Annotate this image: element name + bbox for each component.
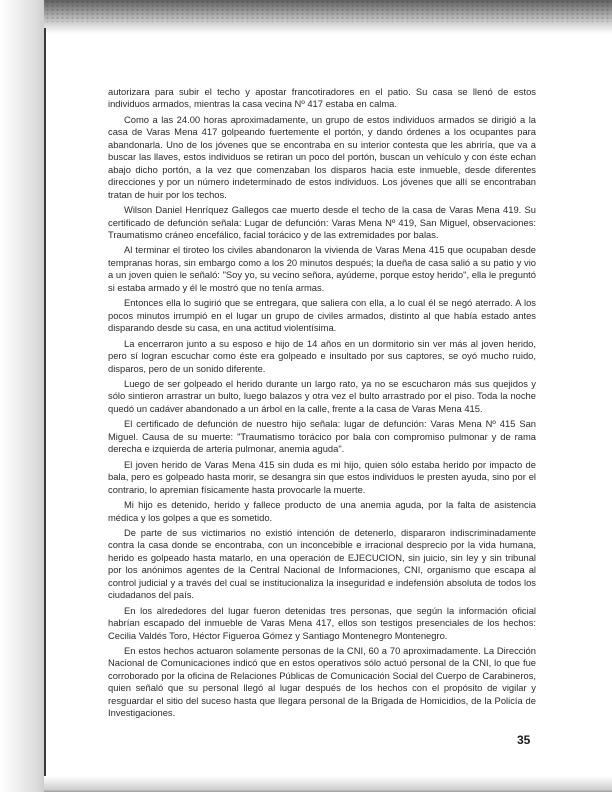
paragraph-locked-in-room: La encerraron junto a su esposo e hijo de 14 años en un dormitorio sin ver más al joven herido, pero sí logran escuchar como éste era golpeado e insultado por sus captores, se oyó mucho ruido, disparos, pero de un sonido diferente. <box>108 337 536 374</box>
binding-spine-line <box>44 28 46 792</box>
document-body <box>108 86 536 723</box>
scan-left-shadow <box>0 0 44 792</box>
scan-top-noise <box>0 0 612 22</box>
paragraph-beating: Luego de ser golpeado el herido durante un largo rato, ya no se escucharon más sus quejidos y sólo sintieron arrastrar un bulto, luego balazos y otra vez el bulto arrastrado por el piso. Toda la noche quedó un cadáver abandonado a un árbol en la calle, frente a la casa de Varas Mena 415. <box>108 377 536 414</box>
paragraph-cni-agents: En estos hechos actuaron solamente personas de la CNI, 60 a 70 aproximadamente. La Dirección Nacional de Comunicaciones indicó que en estos operativos sólo actuó personal de la CNI, lo que fue corroborado por la oficina de Relaciones Públicas de Comunicación Social del Cuerpo de Carabineros, quien señaló que su personal llegó al lugar después de los hechos con el propósito de vigilar y resguardar el sitio del suceso hasta que llegara personal de la Brigada de Homicidios, de la Policía de Investigaciones. <box>108 645 536 719</box>
paragraph-wounded-youth: El joven herido de Varas Mena 415 sin duda es mi hijo, quien sólo estaba herido por impacto de bala, pero es golpeado hasta morir, se desangra sin que estos individuos le presten ayuda, sino por el contrario, lo apremian físicamente hasta provocarle la muerte. <box>108 458 536 495</box>
paragraph-end-of-shooting: Al terminar el tiroteo los civiles abandonaron la vivienda de Varas Mena 415 que ocupaban desde tempranas horas, sin embargo como a los 20 minutos después; la dueña de casa salió a su patio y vio a un joven quien le señaló: "Soy yo, su vecino señora, ayúdeme, porque estoy herido", ella le preguntó si estaba armado y él le mostró que no tenía armas. <box>108 244 536 293</box>
paragraph-witnesses: En los alrededores del lugar fueron detenidas tres personas, que según la información oficial habrían escapado del inmueble de Varas Mena 417, ellos son testigos presenciales de los hechos: Cecilia Valdés Toro, Héctor Figueroa Gómez y Santiago Montenegro Montenegro. <box>108 604 536 641</box>
paragraph-wilson-henriquez: Wilson Daniel Henríquez Gallegos cae muerto desde el techo de la casa de Varas Mena 419. Su certificado de defunción señala: Lugar de defunción: Varas Mena Nº 419, San Miguel, observaciones: Traumatismo cráneo encefálico, facial torácico y de las extremidades por balas. <box>108 204 536 240</box>
scan-bottom-shadow <box>44 776 612 792</box>
paragraph-detained: Mi hijo es detenido, herido y fallece producto de una anemia aguda, por la falta de asistencia médica y los golpes a que es sometido. <box>108 499 536 523</box>
paragraph-surrender-suggestion: Entonces ella lo sugirió que se entregara, que saliera con ella, a lo cual él se negó aterrado. A los pocos minutos irrumpió en el lugar un grupo de civiles armados, distinto al que había estado antes disparando desde su casa, en una actitud violentísima. <box>108 297 536 334</box>
paragraph-execution: De parte de sus victimarios no existió intención de detenerlo, dispararon indiscriminadamente contra la casa donde se encontraba, con un inconcebible e irracional desprecio por la vida humana, herido es golpeado hasta matarlo, en una operación de EJECUCION, sin juicio, sin ley y sin tribunal por los anónimos agentes de la Central Nacional de Informaciones, CNI, organismo que escapa al control judicial y a través del cual se institucionaliza la inseguridad e indefensión absoluta de todos los ciudadanos del país. <box>108 526 536 601</box>
paragraph-midnight-raid: Como a las 24.00 horas aproximadamente, un grupo de estos individuos armados se dirigió a la casa de Varas Mena 417 golpeando fuertemente el portón, y dando órdenes a los ocupantes para abandonarla. Uno de los jóvenes que se encontraba en su interior contesta que les abriría, que va a buscar las llaves, estos individuos se retiran un poco del portón, buscan un vehículo y con éste echan abajo dicho portón, a la vez que comenzaban los disparos hacia este inmueble, desde diferentes direcciones y por un número indeterminado de estos individuos. Los jóvenes que allí se encontraban tratan de huir por los techos. <box>108 113 536 200</box>
page-number: 35 <box>517 733 531 747</box>
paragraph-continuation: autorizara para subir el techo y apostar francotiradores en el patio. Su casa se llenó de estos individuos armados, mientras la casa vecina Nº 417 estaba en calma. <box>108 86 536 110</box>
paragraph-death-certificate: El certificado de defunción de nuestro hijo señala: lugar de defunción: Varas Mena Nº 415 San Miguel. Causa de su muerte: "Traumatismo torácico por bala con compromiso pulmonar y de rama derecha e izquierda de arteria pulmonar, anemia aguda". <box>108 418 536 455</box>
